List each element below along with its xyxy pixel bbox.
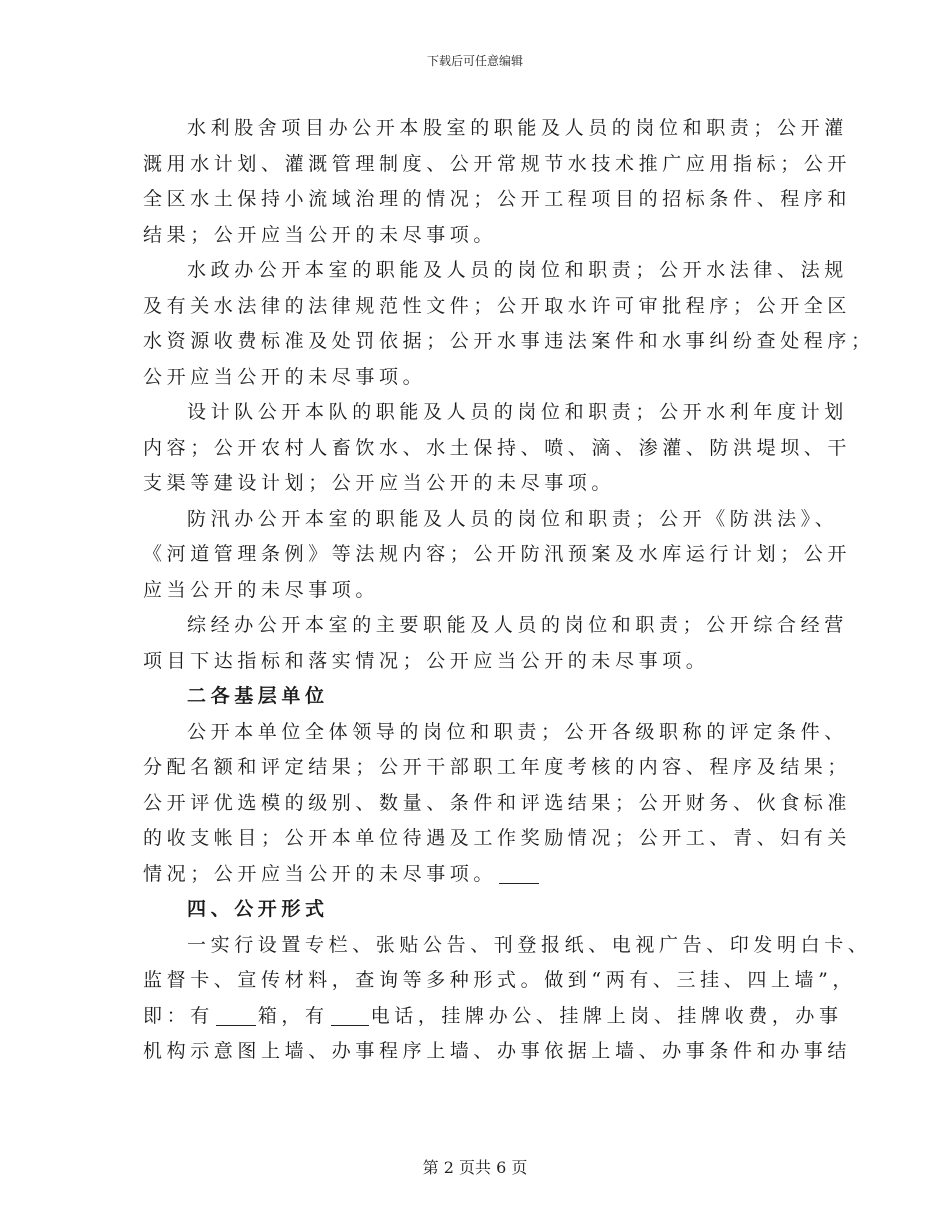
section-heading: 二各基层单位 <box>187 685 329 707</box>
paragraph-line: 水利股舍项目办公开本股室的职能及人员的岗位和职责；公开灌 <box>187 117 848 139</box>
paragraph-line: 分配名额和评定结果；公开干部职工年度考核的内容、程序及结果； <box>143 756 852 778</box>
fill-in-blank <box>331 1003 369 1026</box>
line-text: 箱，有 <box>257 1004 329 1027</box>
paragraph-line: 《河道管理条例》等法规内容；公开防汛预案及水库运行计划；公开 <box>143 543 852 565</box>
fill-in-blank <box>499 861 539 884</box>
line-text: 电话，挂牌办公、挂牌上岗、挂牌收费，办事 <box>370 1004 843 1027</box>
paragraph-line: 防汛办公开本室的职能及人员的岗位和职责；公开《防洪法》、 <box>187 507 839 530</box>
page-footer: 第 2 页共 6 页 <box>422 1158 528 1177</box>
paragraph-line: 支渠等建设计划；公开应当公开的未尽事项。 <box>143 472 616 494</box>
paragraph-line: 公开评优选模的级别、数量、条件和评选结果；公开财务、伙食标准 <box>143 791 852 814</box>
paragraph-line: 公开本单位全体领导的岗位和职责；公开各级职称的评定条件、 <box>187 720 848 743</box>
paragraph-line: 内容；公开农村人畜饮水、水土保持、喷、滴、渗灌、防洪堤坝、干 <box>143 436 852 459</box>
paragraph-line: 监督卡、宣传材料，查询等多种形式。做到“两有、三挂、四上墙”， <box>143 969 857 991</box>
paragraph-line: 设计队公开本队的职能及人员的岗位和职责；公开水利年度计划 <box>187 401 848 423</box>
section-heading: 四、公开形式 <box>187 898 329 920</box>
fill-in-blank <box>216 1003 256 1026</box>
paragraph-line: 及有关水法律的法律规范性文件；公开取水许可审批程序；公开全区 <box>143 294 852 317</box>
paragraph-line: 的收支帐目；公开本单位待遇及工作奖励情况；公开工、青、妇有关 <box>143 827 852 849</box>
paragraph-line: 水资源收费标准及处罚依据；公开水事违法案件和水事纠纷查处程序； <box>143 330 875 352</box>
line-text: 情况；公开应当公开的未尽事项。 <box>143 862 498 885</box>
paragraph-line: 水政办公开本室的职能及人员的岗位和职责；公开水法律、法规 <box>187 259 848 281</box>
paragraph-line <box>143 857 803 893</box>
paragraph-line: 一实行设置专栏、张贴公告、刊登报纸、电视广告、印发明白卡、 <box>187 933 872 956</box>
line-text: 即：有 <box>143 1004 214 1027</box>
document-body <box>143 111 875 1070</box>
paragraph-line: 溉用水计划、灌溉管理制度、公开常规节水技术推广应用指标；公开 <box>143 152 852 175</box>
paragraph-line: 全区水土保持小流域治理的情况；公开工程项目的招标条件、程序和 <box>143 188 852 210</box>
paragraph-line: 机构示意图上墙、办事程序上墙、办事依据上墙、办事条件和办事结 <box>143 1040 852 1062</box>
page-header: 下载后可任意编辑 <box>426 54 523 68</box>
paragraph-line: 结果；公开应当公开的未尽事项。 <box>143 223 498 246</box>
paragraph-line: 应当公开的未尽事项。 <box>143 578 380 601</box>
paragraph-line: 综经办公开本室的主要职能及人员的岗位和职责；公开综合经营 <box>187 614 848 636</box>
paragraph-line: 项目下达指标和落实情况；公开应当公开的未尽事项。 <box>143 649 710 672</box>
paragraph-line: 公开应当公开的未尽事项。 <box>143 365 427 388</box>
paragraph-line <box>143 999 843 1035</box>
